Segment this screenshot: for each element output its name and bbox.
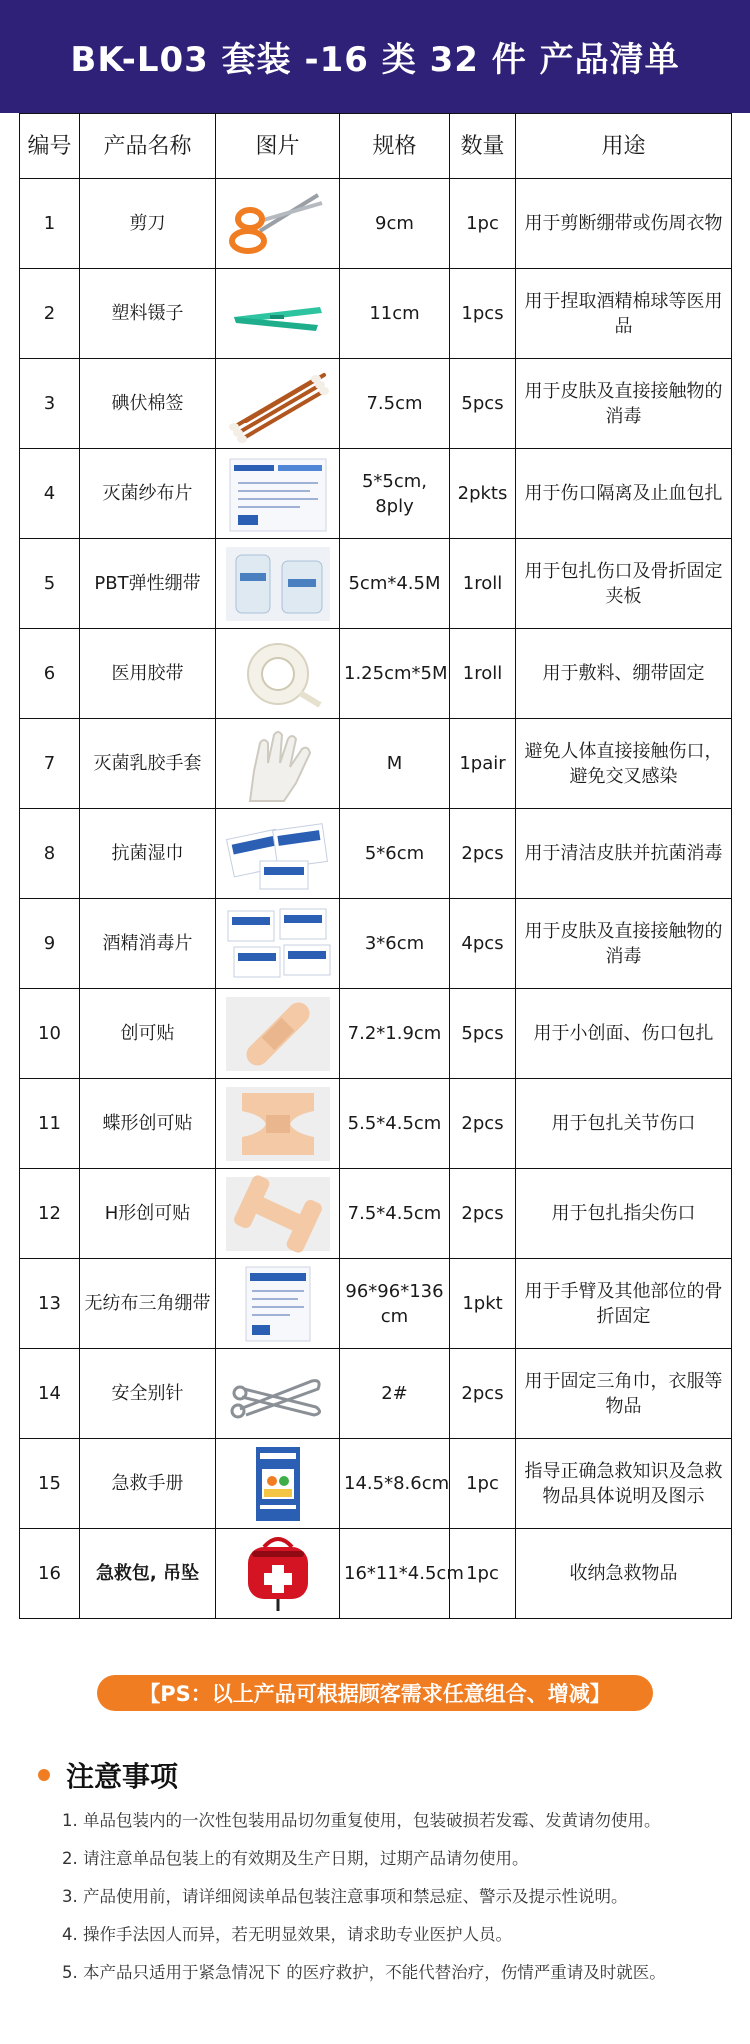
table-row: [20, 1529, 732, 1619]
cell-name: 安全别针: [80, 1349, 216, 1439]
cell-no: 1: [20, 179, 80, 269]
glove-icon: [220, 723, 336, 805]
cell-name: PBT弹性绷带: [80, 539, 216, 629]
cell-qty: 1pair: [450, 719, 516, 809]
notice-title: 注意事项: [66, 1760, 179, 1793]
table-row: [20, 719, 732, 809]
cell-qty: 1pc: [450, 179, 516, 269]
cell-qty: 1pc: [450, 1529, 516, 1619]
cell-spec: 5.5*4.5cm: [340, 1079, 450, 1169]
alcohol-pad-icon: [220, 903, 336, 985]
table-row: [20, 989, 732, 1079]
cell-no: 5: [20, 539, 80, 629]
cell-spec: 16*11*4.5cm: [340, 1529, 450, 1619]
cell-no: 9: [20, 899, 80, 989]
cell-use: 用于捏取酒精棉球等医用品: [516, 269, 732, 359]
cell-spec: 96*96*136 cm: [340, 1259, 450, 1349]
cell-use: 用于固定三角巾，衣服等物品: [516, 1349, 732, 1439]
cell-name: 塑料镊子: [80, 269, 216, 359]
cell-use: 用于包扎指尖伤口: [516, 1169, 732, 1259]
cell-spec: 9cm: [340, 179, 450, 269]
cell-qty: 1roll: [450, 629, 516, 719]
ps-note-banner: [97, 1675, 653, 1711]
notice-item: 1. 单品包装内的一次性包装用品切勿重复使用，包装破损若发霉、发黄请勿使用。: [62, 1811, 661, 1830]
cell-qty: 1pcs: [450, 269, 516, 359]
cell-qty: 2pcs: [450, 1169, 516, 1259]
cell-use: 用于皮肤及直接接触物的消毒: [516, 899, 732, 989]
cell-qty: 4pcs: [450, 899, 516, 989]
cell-spec: 5*6cm: [340, 809, 450, 899]
table-row: [20, 899, 732, 989]
notice-heading: [38, 1755, 178, 1795]
cell-name: 蝶形创可贴: [80, 1079, 216, 1169]
cell-use: 用于手臂及其他部位的骨折固定: [516, 1259, 732, 1349]
cell-qty: 2pcs: [450, 809, 516, 899]
cell-qty: 1pkt: [450, 1259, 516, 1349]
cell-name: 急救手册: [80, 1439, 216, 1529]
cell-name: 酒精消毒片: [80, 899, 216, 989]
cell-name: H形创可贴: [80, 1169, 216, 1259]
cell-name: 创可贴: [80, 989, 216, 1079]
bullet-dot-icon: [38, 1769, 50, 1781]
cell-name: 急救包, 吊坠: [80, 1529, 216, 1619]
plaster-icon: [220, 993, 336, 1075]
table-row: [20, 1349, 732, 1439]
cell-qty: 2pcs: [450, 1349, 516, 1439]
cell-qty: 2pkts: [450, 449, 516, 539]
cell-use: 用于包扎伤口及骨折固定夹板: [516, 539, 732, 629]
table-row: [20, 809, 732, 899]
cell-use: 用于皮肤及直接接触物的消毒: [516, 359, 732, 449]
cell-spec: 5cm*4.5M: [340, 539, 450, 629]
cell-use: 用于剪断绷带或伤周衣物: [516, 179, 732, 269]
cell-no: 14: [20, 1349, 80, 1439]
notice-list: [62, 1810, 732, 2000]
cell-spec: 5*5cm, 8ply: [340, 449, 450, 539]
cell-use: 收纳急救物品: [516, 1529, 732, 1619]
cell-name: 无纺布三角绷带: [80, 1259, 216, 1349]
cell-name: 灭菌乳胶手套: [80, 719, 216, 809]
cell-qty: 5pcs: [450, 989, 516, 1079]
notice-item: 3. 产品使用前，请详细阅读单品包装注意事项和禁忌症、警示及提示性说明。: [62, 1887, 628, 1906]
col-header-name: 产品名称: [80, 114, 216, 179]
cell-name: 医用胶带: [80, 629, 216, 719]
table-row: [20, 1079, 732, 1169]
h-plaster-icon: [220, 1173, 336, 1255]
cell-spec: 3*6cm: [340, 899, 450, 989]
cell-use: 用于小创面、伤口包扎: [516, 989, 732, 1079]
wipes-icon: [220, 813, 336, 895]
tape-roll-icon: [220, 633, 336, 715]
notice-item: 2. 请注意单品包装上的有效期及生产日期，过期产品请勿使用。: [62, 1849, 529, 1868]
cell-no: 3: [20, 359, 80, 449]
table-row: [20, 1169, 732, 1259]
cell-use: 用于包扎关节伤口: [516, 1079, 732, 1169]
tweezers-icon: [220, 273, 336, 355]
cell-no: 7: [20, 719, 80, 809]
table-row: [20, 1259, 732, 1349]
cell-qty: 1pc: [450, 1439, 516, 1529]
cell-no: 4: [20, 449, 80, 539]
col-header-qty: 数量: [450, 114, 516, 179]
table-row: [20, 1439, 732, 1529]
table-header-row: [20, 114, 732, 179]
notice-item: 4. 操作手法因人而异，若无明显效果，请求助专业医护人员。: [62, 1925, 512, 1944]
cell-spec: 11cm: [340, 269, 450, 359]
cell-no: 8: [20, 809, 80, 899]
cell-qty: 1roll: [450, 539, 516, 629]
product-list-table: [19, 113, 732, 1619]
swabs-icon: [220, 363, 336, 445]
manual-icon: [220, 1443, 336, 1525]
cell-use: 避免人体直接接触伤口，避免交叉感染: [516, 719, 732, 809]
col-header-no: 编号: [20, 114, 80, 179]
safety-pin-icon: [220, 1353, 336, 1435]
cell-use: 用于伤口隔离及止血包扎: [516, 449, 732, 539]
col-header-spec: 规格: [340, 114, 450, 179]
cell-name: 抗菌湿巾: [80, 809, 216, 899]
ps-note-text: 【PS：以上产品可根据顾客需求任意组合、增减】: [139, 1682, 611, 1706]
table-row: [20, 269, 732, 359]
cell-name: 剪刀: [80, 179, 216, 269]
table-row: [20, 539, 732, 629]
cell-use: 用于清洁皮肤并抗菌消毒: [516, 809, 732, 899]
gauze-pad-icon: [220, 453, 336, 535]
cell-no: 12: [20, 1169, 80, 1259]
cell-spec: M: [340, 719, 450, 809]
col-header-image: 图片: [216, 114, 340, 179]
cell-use: 指导正确急救知识及急救物品具体说明及图示: [516, 1439, 732, 1529]
table-row: [20, 449, 732, 539]
table-row: [20, 179, 732, 269]
cell-no: 15: [20, 1439, 80, 1529]
col-header-use: 用途: [516, 114, 732, 179]
cell-no: 16: [20, 1529, 80, 1619]
bandage-roll-icon: [220, 543, 336, 625]
cell-spec: 7.2*1.9cm: [340, 989, 450, 1079]
table-row: [20, 359, 732, 449]
cell-name: 碘伏棉签: [80, 359, 216, 449]
notice-item: 5. 本产品只适用于紧急情况下 的医疗救护，不能代替治疗，伤情严重请及时就医。: [62, 1963, 666, 1982]
page-title: BK-L03 套装 -16 类 32 件 产品清单: [70, 40, 680, 80]
cell-spec: 7.5*4.5cm: [340, 1169, 450, 1259]
cell-use: 用于敷料、绷带固定: [516, 629, 732, 719]
table-row: [20, 629, 732, 719]
cell-no: 13: [20, 1259, 80, 1349]
cell-qty: 2pcs: [450, 1079, 516, 1169]
triangle-bandage-icon: [220, 1263, 336, 1345]
cell-no: 2: [20, 269, 80, 359]
cell-qty: 5pcs: [450, 359, 516, 449]
first-aid-bag-icon: [220, 1533, 336, 1615]
cell-name: 灭菌纱布片: [80, 449, 216, 539]
cell-no: 11: [20, 1079, 80, 1169]
cell-spec: 1.25cm*5M: [340, 629, 450, 719]
scissors-icon: [220, 183, 336, 265]
cell-spec: 2#: [340, 1349, 450, 1439]
cell-no: 6: [20, 629, 80, 719]
cell-no: 10: [20, 989, 80, 1079]
cell-spec: 14.5*8.6cm: [340, 1439, 450, 1529]
cell-spec: 7.5cm: [340, 359, 450, 449]
butterfly-plaster-icon: [220, 1083, 336, 1165]
page-header: [0, 0, 750, 113]
